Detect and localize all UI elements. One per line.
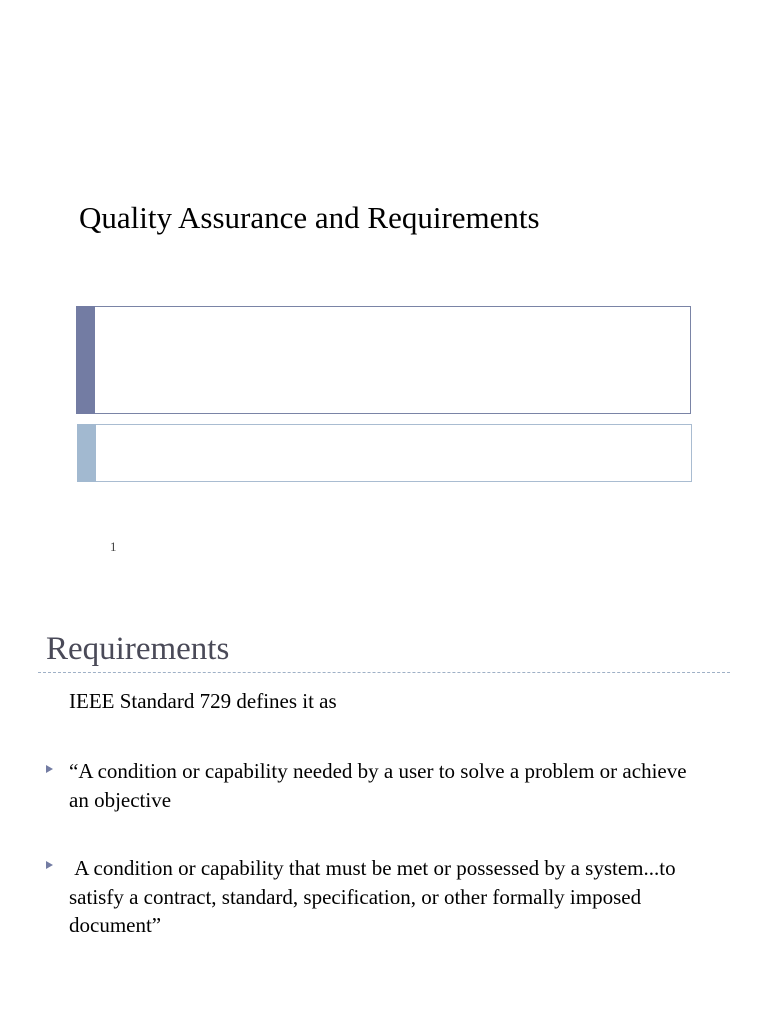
- triangle-bullet-icon: [46, 765, 53, 773]
- title-divider: [38, 672, 730, 673]
- slide-title: Quality Assurance and Requirements: [79, 200, 540, 235]
- accent-bar-dark: [76, 306, 95, 414]
- page-number: 1: [110, 539, 117, 554]
- accent-bar-light: [77, 424, 96, 482]
- section-title: Requirements: [46, 631, 230, 667]
- intro-text: IEEE Standard 729 defines it as: [69, 689, 337, 713]
- bullet-item: “A condition or capability needed by a user to solve a problem or achieve an objective: [69, 759, 687, 812]
- triangle-bullet-icon: [46, 861, 53, 869]
- secondary-placeholder-box: [77, 424, 692, 482]
- bullet-item: A condition or capability that must be met or possessed by a system...to satisfy a contract, standard, specification, or other formally imposed document”: [69, 856, 681, 937]
- subtitle-placeholder-box: [76, 306, 691, 414]
